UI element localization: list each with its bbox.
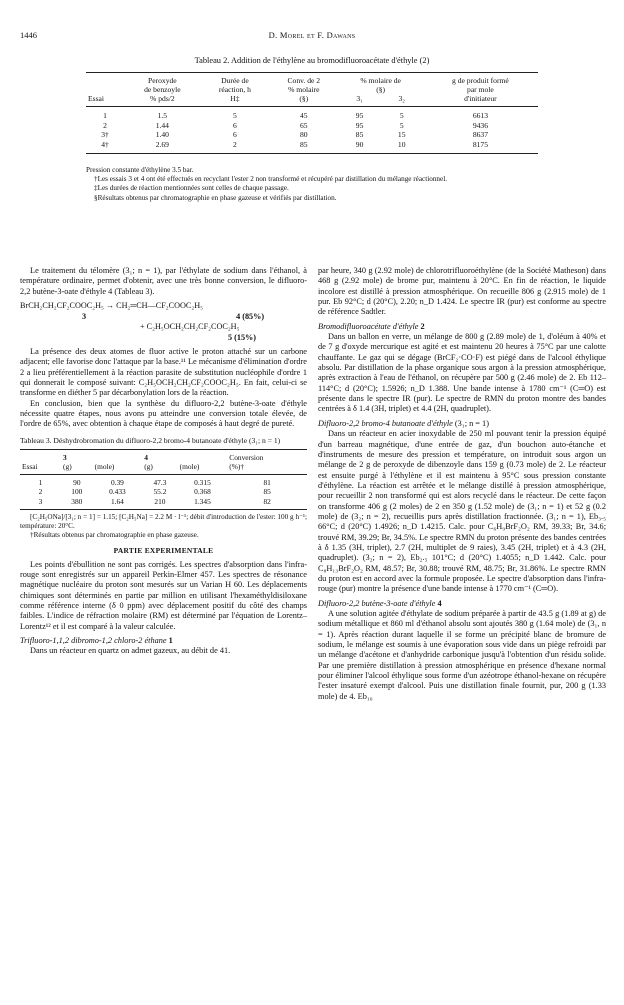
table-cell: 45 — [299, 111, 308, 120]
t2-h-molaire-2: (§) — [376, 85, 386, 94]
table-cell: 5 — [399, 120, 404, 130]
right-column — [318, 266, 606, 702]
table-cell: 1.345 — [178, 497, 228, 510]
table-cell: 4† — [86, 140, 124, 154]
paragraph: Dans un ballon en verre, un mélange de 800 g (2.89 mole) de 1, d'oléum à 40% et de 7 g d'oxyde mercurique est agité et est maintenu 20 heures à 75°C par une calotte chauffante. Le gaz qui se dégage (BrCF₂·CO·F) est piégé dans de l'alcool éthylique absolu. Par distillation de la phase organique sous argon à la pression atmosphérique, après extraction à l'eau de l'éthanol, on récupère par 500 g (2.46 mole) de 2. Eb 112–114°C; d (20°C); 1.5926; n_D 1.388. Une bande intense à 1780 cm⁻¹ (C═O) est présente dans le spectre IR (pur). Le spectre de RMN du proton montre des bandes centrées à δ 1.4 (3H, triplet) et 4.4 (2H, quadruplet). — [318, 332, 606, 414]
compound-label-3: 3 — [82, 311, 87, 321]
table-cell: 210 — [142, 497, 177, 510]
table-cell: 9436 — [472, 120, 488, 130]
paragraph: Dans un réacteur en acier inoxydable de 250 ml pouvant tenir la pression équipé d'un barreau magnétique, d'une entrée de gaz, d'un bouchon auto-étanche et d'instruments de mesure des pression et température, on introduit sous argon un mélange de 2 g de peroxyde de dibenzoyle dans 159 g (0.73 mole) de 2. Le réacteur est ensuite purgé à l'éthylène et il est maintenu à 95°C sous pression constante d'éthylène. La réaction est arrêtée et le mélange distillé à pression atmosphérique, pour recueillir 2 non transformé qui est alors recyclé dans le réacteur. De cette façon on transforme 406 g (2 moles) de 2 en 350 g (1.52 mole) de (3₁; n = 1) et 52 g (0.2 mole) de (3₂; n = 2), recueillis purs après distillation fractionnée. (3₁; n = 1), Eb₃.₅ 66°C; d (20°C) 1.4926; n_D 1.4215. Calc. pour C₆H₉BrF₂O₂ RM, 39.33; Br, 34.6; trouvé RM, 39.29; Br, 34.5%. Le spectre RMN du proton présente des bandes centrées à δ 1.35 (3H, triplet), 2.7 (2H, multiplet de 9 raies), 3.45 (2H, triplet) et à 4.3 (2H, quadruplet). (3₂; n = 2), Eb₂.₅ 101°C; d (20°C) 1.4055; n_D 1.442. Calc. pour C₈H₁₃BrF₂O₂ RM, 48.57; Br, 30.88; trouvé RM, 48.75; Br, 31.86%. Le spectre RMN du proton est en accord avec la formule proposée. Le spectre d'absorption dans l'infra-rouge (pur) montre la présence d'une bande intense à 1770 cm⁻¹ (C═O). — [318, 429, 606, 594]
table-cell: 6613 — [472, 111, 488, 120]
table2-notes — [86, 166, 538, 203]
heading-text: Difluoro-2,2 bromo-4 butanoate d'éthyle — [318, 418, 453, 428]
table2 — [86, 72, 538, 154]
table-cell: 90 — [73, 477, 81, 487]
t2-h-essai-label: Essai — [86, 94, 124, 107]
t2-h-essai — [86, 73, 124, 86]
paragraph: par heure, 340 g (2.92 mole) de chlorotrifluoroéthylène (de la Société Matheson) dans 468 g (2.92 mole) de brome pur, maintenu à 20°C. En fin de réaction, le liquide incolore est distillé à pression atmosphérique. On recueille 806 g (2.915 mole) de 1 pur. Eb 92°C; d (20°C), 2.20; n_D 1.424. Le spectre IR (pur) est conforme au spectre de référence Sadtler. — [318, 266, 606, 317]
equation-line: BrCH₂CH₂CF₂COOC₂H₅ → CH₂═CH—CF₂COOC₂H₅ — [20, 301, 203, 311]
table-row — [20, 487, 307, 497]
table-cell: 100 — [71, 487, 83, 497]
table-cell: 3† — [101, 130, 109, 140]
subsection-heading — [318, 322, 606, 332]
paragraph: En conclusion, bien que la synthèse du difluoro-2,2 butène-3-oate d'éthyle nécessite quatre étapes, nous avons pu atteindre une conversion totale élevée, de l'ordre de 65%, avec obtention à chaque étape de composés à haut degré de pureté. — [20, 398, 307, 429]
table-cell: 1.44 — [155, 120, 169, 130]
table3-note: [C₂H₅ONa]/[3₁; n = 1] = 1.15; [C₂H₅Na] = 2.2 M · l⁻¹; débit d'introduction de l'ester: 100 g h⁻¹; température: 20°C. — [20, 513, 307, 531]
t2-h-produit-2: par mole — [467, 85, 494, 94]
table2-note: §Résultats obtenus par chromatographie en phase gazeuse et vérifiés par distillation. — [94, 193, 337, 202]
t3-h-4: 4 — [142, 449, 227, 462]
table-cell: 380 — [61, 497, 93, 510]
table-cell: 81 — [263, 477, 271, 487]
table-cell: 0.39 — [110, 477, 124, 487]
table-cell: 2.69 — [124, 140, 201, 154]
table-cell: 90 — [339, 140, 381, 154]
table2-note: Pression constante d'éthylène 3.5 bar. — [86, 166, 194, 174]
table-cell: 15 — [397, 130, 406, 140]
t2-h-duree-1: Durée de — [201, 73, 269, 86]
t2-h-peroxyde-3: % pds/2 — [124, 94, 201, 107]
table-cell: 85 — [263, 487, 271, 497]
table-cell: 1.5 — [157, 111, 168, 120]
table-cell: 95 — [355, 111, 364, 120]
t2-h-sub-32: 3₂ — [381, 94, 423, 107]
compound-number: 2 — [420, 321, 425, 331]
t3-h-3: 3 — [61, 449, 142, 462]
table3-note: †Résultats obtenus par chromatographie en phase gazeuse. — [30, 531, 199, 540]
paragraph: Dans un réacteur en quartz on admet gazeux, au débit de 41. — [30, 646, 231, 656]
running-authors: D. Morel et F. Dawans — [268, 30, 356, 40]
section-title: PARTIE EXPERIMENTALE — [113, 546, 214, 556]
left-column — [20, 266, 307, 657]
t2-h-conv-2: % molaire — [288, 85, 320, 94]
table-row — [20, 474, 307, 487]
subsection-heading — [20, 636, 307, 646]
t3-h-essai: Essai — [20, 462, 61, 475]
t3-h-conv2: (%)† — [227, 462, 307, 475]
equation-labels — [20, 333, 307, 344]
compound-label-4: 4 (85%) — [236, 311, 265, 321]
table-cell: 1 — [38, 477, 43, 487]
page-number: 1446 — [20, 30, 37, 40]
table-cell: 2 — [201, 140, 269, 154]
paragraph: Le traitement du télomère (3₁; n = 1), par l'éthylate de sodium dans l'éthanol, à température ordinaire, permet d'obtenir, avec une très bonne conversion, le difluoro-2,2 butène-3-oate d'éthyle 4 (Tableau 3). — [20, 266, 307, 296]
table3 — [20, 449, 307, 511]
paragraph: A une solution agitée d'éthylate de sodium préparée à partir de 43.5 g (1.89 at g) de sodium métallique et 860 ml d'éthanol absolu sont ajoutés 380 g (1.64 mole) de (3₁, n = 1). Après réaction durant laquelle il se forme un précipité blanc de bromure de sodium, le mélange est soumis à une évaporation sous vide dans un piège refroidi par un mélange d'acétone et d'anhydride carbonique jusqu'à l'obtention d'un résidu solide. Par une première distillation à pression atmosphérique en présence d'hexane normal pour éliminer l'alcool éthylique sous forme d'un azéotrope éthanol-hexane on récupère l'ester insaturé exempt d'alcool. Puis une distillation finale fournit, pur, 200 g (1.33 mole) de 4. Eb₁₆ — [318, 609, 606, 701]
heading-text: Difluoro-2,2 butène-3-oate d'éthyle — [318, 598, 436, 608]
t2-h-conv-1: Conv. de 2 — [269, 73, 338, 86]
table2-note: ‡Les durées de réaction mentionnées sont celles de chaque passage. — [94, 184, 289, 193]
t2-h-blank — [86, 85, 124, 94]
reaction-equation — [20, 301, 307, 343]
table-cell: 3 — [20, 497, 61, 510]
table-cell: 2 — [38, 487, 43, 497]
table-row — [86, 121, 538, 131]
table-cell: 85 — [269, 140, 338, 154]
table-row — [86, 130, 538, 140]
t3-h-mole: (mole) — [93, 462, 143, 475]
table-cell: 6 — [233, 130, 237, 140]
compound-number: (3₁; n = 1) — [454, 418, 489, 428]
t2-h-produit-1: g de produit formé — [423, 73, 538, 86]
compound-number: 4 — [437, 598, 442, 608]
table3-notes — [20, 513, 307, 540]
table3-caption: Tableau 3. Déshydrobromation du difluoro-2,2 bromo-4 butanoate d'éthyle (3₁; n = 1) — [20, 435, 281, 445]
t3-h-blank — [20, 449, 61, 462]
paragraph: La présence des deux atomes de fluor active le proton attaché sur un carbone adjacent; elle favorise donc l'attaque par la base.¹¹ Le mécanisme d'élimination d'ordre 2 a lieu préférentiellement à la réaction parasite de substitution nucléophile d'ordre 1 qui donnerait le composé suivant: C₂H₅OCH₂CH₂CF₂COOC₂H₅. En fait, celui-ci se transforme en diéther 5 par décarbonylation lors de la réaction. — [20, 347, 307, 398]
table-row — [86, 140, 538, 154]
table-cell: 1 — [103, 111, 107, 120]
table-cell: 55.2 — [153, 487, 167, 497]
table-row — [86, 107, 538, 121]
t3-h-g: (g) — [142, 462, 177, 475]
table-row — [20, 497, 307, 510]
table-cell: 82 — [227, 497, 307, 510]
t2-h-peroxyde-2: de benzoyle — [144, 85, 181, 94]
compound-number: 1 — [168, 636, 173, 646]
t2-h-duree-3: H‡ — [201, 94, 269, 107]
t2-h-molaire-1: % molaire de — [339, 73, 423, 86]
t2-h-conv-3: (§) — [269, 94, 338, 107]
t3-h-mole: (mole) — [178, 462, 228, 475]
t2-h-duree-2: réaction, h — [218, 85, 251, 94]
table-cell: 10 — [381, 140, 423, 154]
subsection-heading — [318, 599, 606, 609]
t2-h-produit-3: d'initiateur — [423, 94, 538, 107]
table-cell: 80 — [299, 130, 308, 140]
table-cell: 95 — [355, 120, 364, 130]
paragraph: Les points d'ébullition ne sont pas corrigés. Les spectres d'absorption dans l'infra-rouge sont enregistrés sur un appareil Perkin-Elmer 457. Les spectres de résonance magnétique nucléaire du proton sont mesurés sur un Varian H 60. Les déplacements chimiques sont déterminés en partie par million en utilisant l'hexaméthyldisiloxane comme référence interne (δ 0 ppm) avec déplacement positif du côté des champs faibles. L'indice de réfraction molaire (RM) est déterminé par l'équation de Lorentz–Lorentz¹² et il est comparé à la valeur calculée. — [20, 559, 307, 631]
table-cell: 0.315 — [194, 477, 211, 487]
t2-h-sub-31: 3₁ — [339, 94, 381, 107]
table-cell: 5 — [233, 111, 237, 120]
t2-h-peroxyde-1: Peroxyde — [124, 73, 201, 86]
table-cell: 1.40 — [155, 130, 169, 140]
heading-text: Trifluoro-1,1,2 dibromo-1,2 chloro-2 éthane — [20, 636, 167, 646]
table-cell: 0.368 — [194, 487, 211, 497]
equation-line: + C₂H₅OCH₂CH₂CF₂COC₂H₅ — [140, 322, 240, 332]
heading-text: Bromodifluoroacétate d'éthyle — [318, 321, 419, 331]
t3-h-g: (g) — [61, 462, 93, 475]
table-cell: 2 — [103, 120, 107, 130]
compound-label-5: 5 (15%) — [228, 332, 256, 342]
table2-caption: Tableau 2. Addition de l'éthylène au bromodifluoroacétate d'éthyle (2) — [194, 56, 430, 65]
table-cell: 47.3 — [153, 477, 167, 487]
table-cell: 85 — [355, 130, 364, 140]
table-cell: 1.64 — [93, 497, 143, 510]
table-cell: 65 — [299, 120, 308, 130]
t3-h-conv1: Conversion — [227, 449, 307, 462]
subsection-heading — [318, 419, 606, 429]
table-cell: 8175 — [423, 140, 538, 154]
table-cell: 6 — [233, 120, 237, 130]
table-cell: 8637 — [472, 130, 488, 140]
table-cell: 5 — [399, 111, 404, 120]
table2-note: †Les essais 3 et 4 ont été effectués en recyclant l'ester 2 non transformé et récupéré par distillation du mélange réactionnel. — [94, 175, 448, 184]
equation-labels — [20, 312, 307, 323]
table-cell: 0.433 — [109, 487, 126, 497]
